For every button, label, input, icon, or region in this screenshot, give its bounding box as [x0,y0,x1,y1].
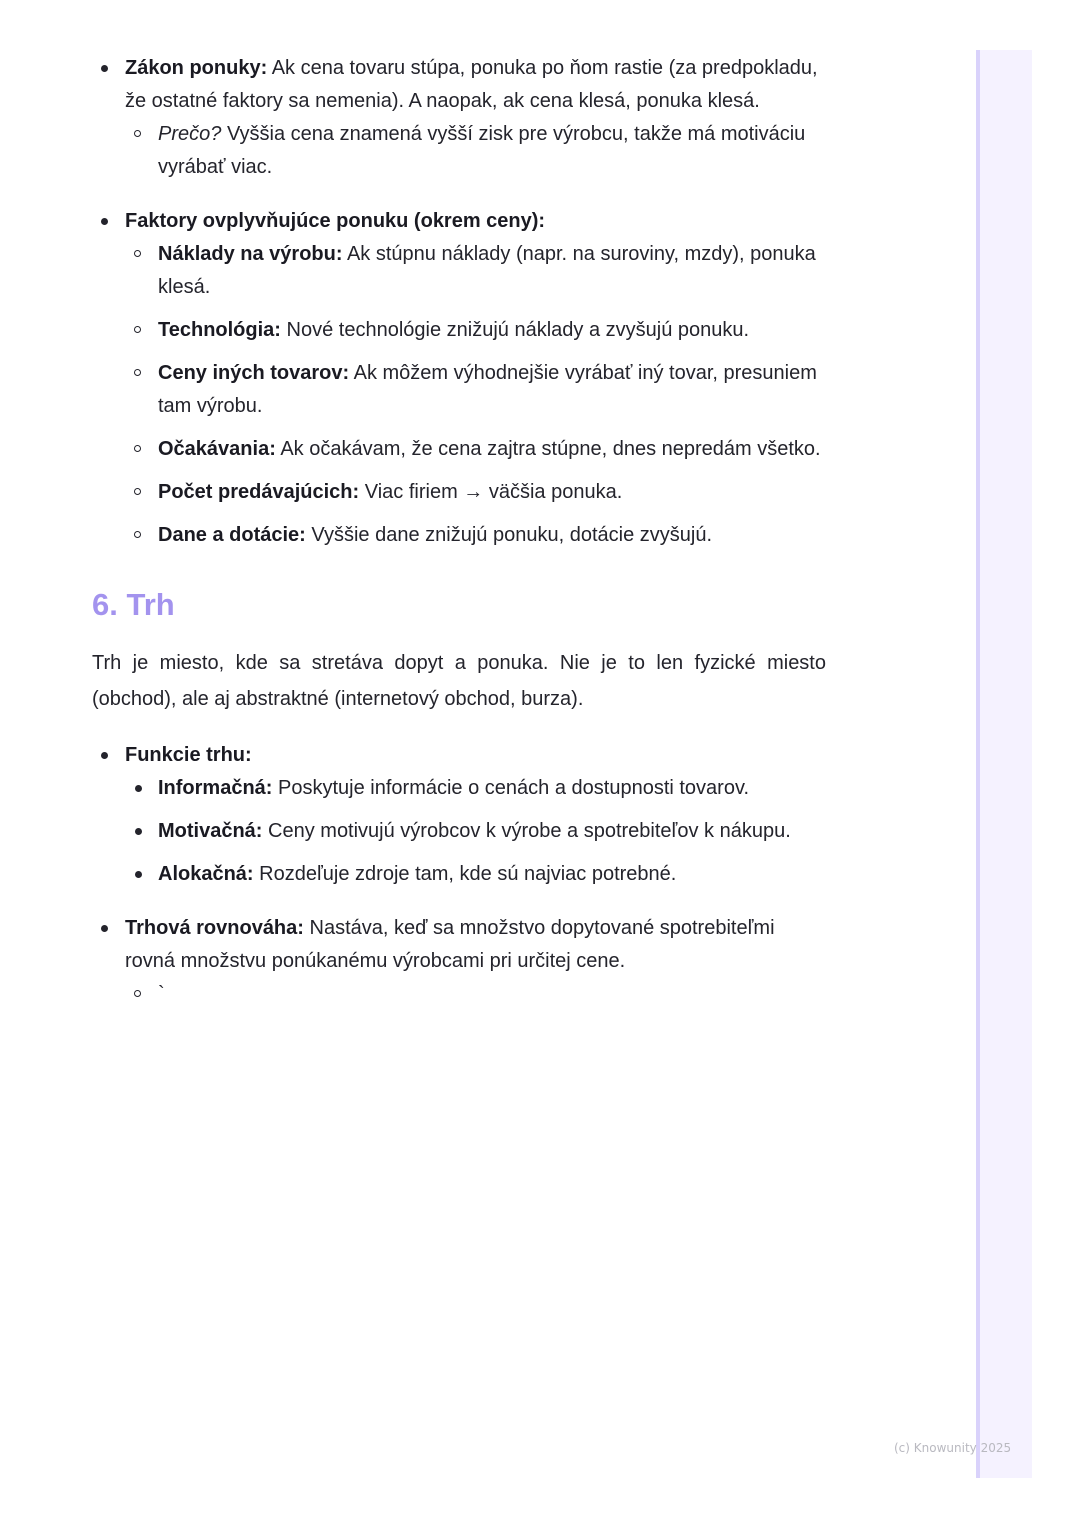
definition: Ak môžem výhodnejšie vyrábať iný tovar, presuniem tam výrobu. [158,362,817,417]
term: Ceny iných tovarov: [158,362,350,384]
list-item-market-equilibrium [92,912,826,1011]
list-item-market-functions [92,739,826,891]
why-text: Vyššia cena znamená vyšší zisk pre výrobcu, takže má motiváciu vyrábať viac. [158,123,806,178]
definition: Viac firiem → väčšia ponuka. [364,481,623,503]
list-item [125,815,826,848]
term: Technológia: [158,319,281,341]
definition: Rozdeľuje zdroje tam, kde sú najviac potrebné. [259,863,677,885]
definition: Vyššie dane znižujú ponuku, dotácie zvyšujú. [311,524,712,546]
term: Dane a dotácie: [158,524,306,546]
definition: Ceny motivujú výrobcov k výrobe a spotrebiteľov k nákupu. [268,820,791,842]
list-item [125,357,826,423]
list-item-law-of-supply [92,52,826,184]
list-item [125,519,826,552]
term: Trhová rovnováha: [125,917,304,939]
term: Náklady na výrobu: [158,243,343,265]
definition: Nastáva, keď sa množstvo dopytované spotrebiteľmi rovná množstvu ponúkanému výrobcami pri určitej cene. [125,917,775,972]
market-intro-paragraph: Trh je miesto, kde sa stretáva dopyt a ponuka. Nie je to len fyzické miesto (obchod), ale aj abstraktné (internetový obchod, burza). [92,652,826,710]
supply-list [92,52,826,552]
list-item: ` [125,978,826,1011]
definition: Nové technológie znižujú náklady a zvyšujú ponuku. [286,319,750,341]
term: Informačná: [158,777,273,799]
sub-list [125,118,826,184]
copyright-footer: (c) Knowunity 2025 [894,1441,1012,1455]
list-item [125,238,826,304]
factors-list [125,238,826,552]
list-item [125,858,826,891]
section-heading-market: 6. Trh [92,587,175,622]
term: Alokačná: [158,863,254,885]
list-item [125,433,826,466]
functions-list [125,772,826,891]
list-item-supply-factors [92,205,826,552]
definition: Ak očakávam, že cena zajtra stúpne, dnes nepredám všetko. [280,438,821,460]
page-side-band [976,50,1032,1478]
term: Zákon ponuky: [125,57,268,79]
list-item [125,314,826,347]
sub-list [125,978,826,1011]
definition: Ak cena tovaru stúpa, ponuka po ňom rastie (za predpokladu, že ostatné faktory sa nemenia). A naopak, ak cena klesá, ponuka klesá. [125,57,818,112]
market-list [92,739,826,1011]
term: Očakávania: [158,438,276,460]
list-item [125,476,826,509]
definition: Poskytuje informácie o cenách a dostupnosti tovarov. [278,777,750,799]
term: Počet predávajúcich: [158,481,360,503]
list-item [125,772,826,805]
term: Motivačná: [158,820,263,842]
document-body [92,52,826,1011]
why-label: Prečo? [158,123,222,145]
functions-heading: Funkcie trhu: [125,744,252,766]
definition: Ak stúpnu náklady (napr. na suroviny, mzdy), ponuka klesá. [158,243,816,298]
list-item-why [125,118,826,184]
factors-heading: Faktory ovplyvňujúce ponuku (okrem ceny): [125,210,546,232]
